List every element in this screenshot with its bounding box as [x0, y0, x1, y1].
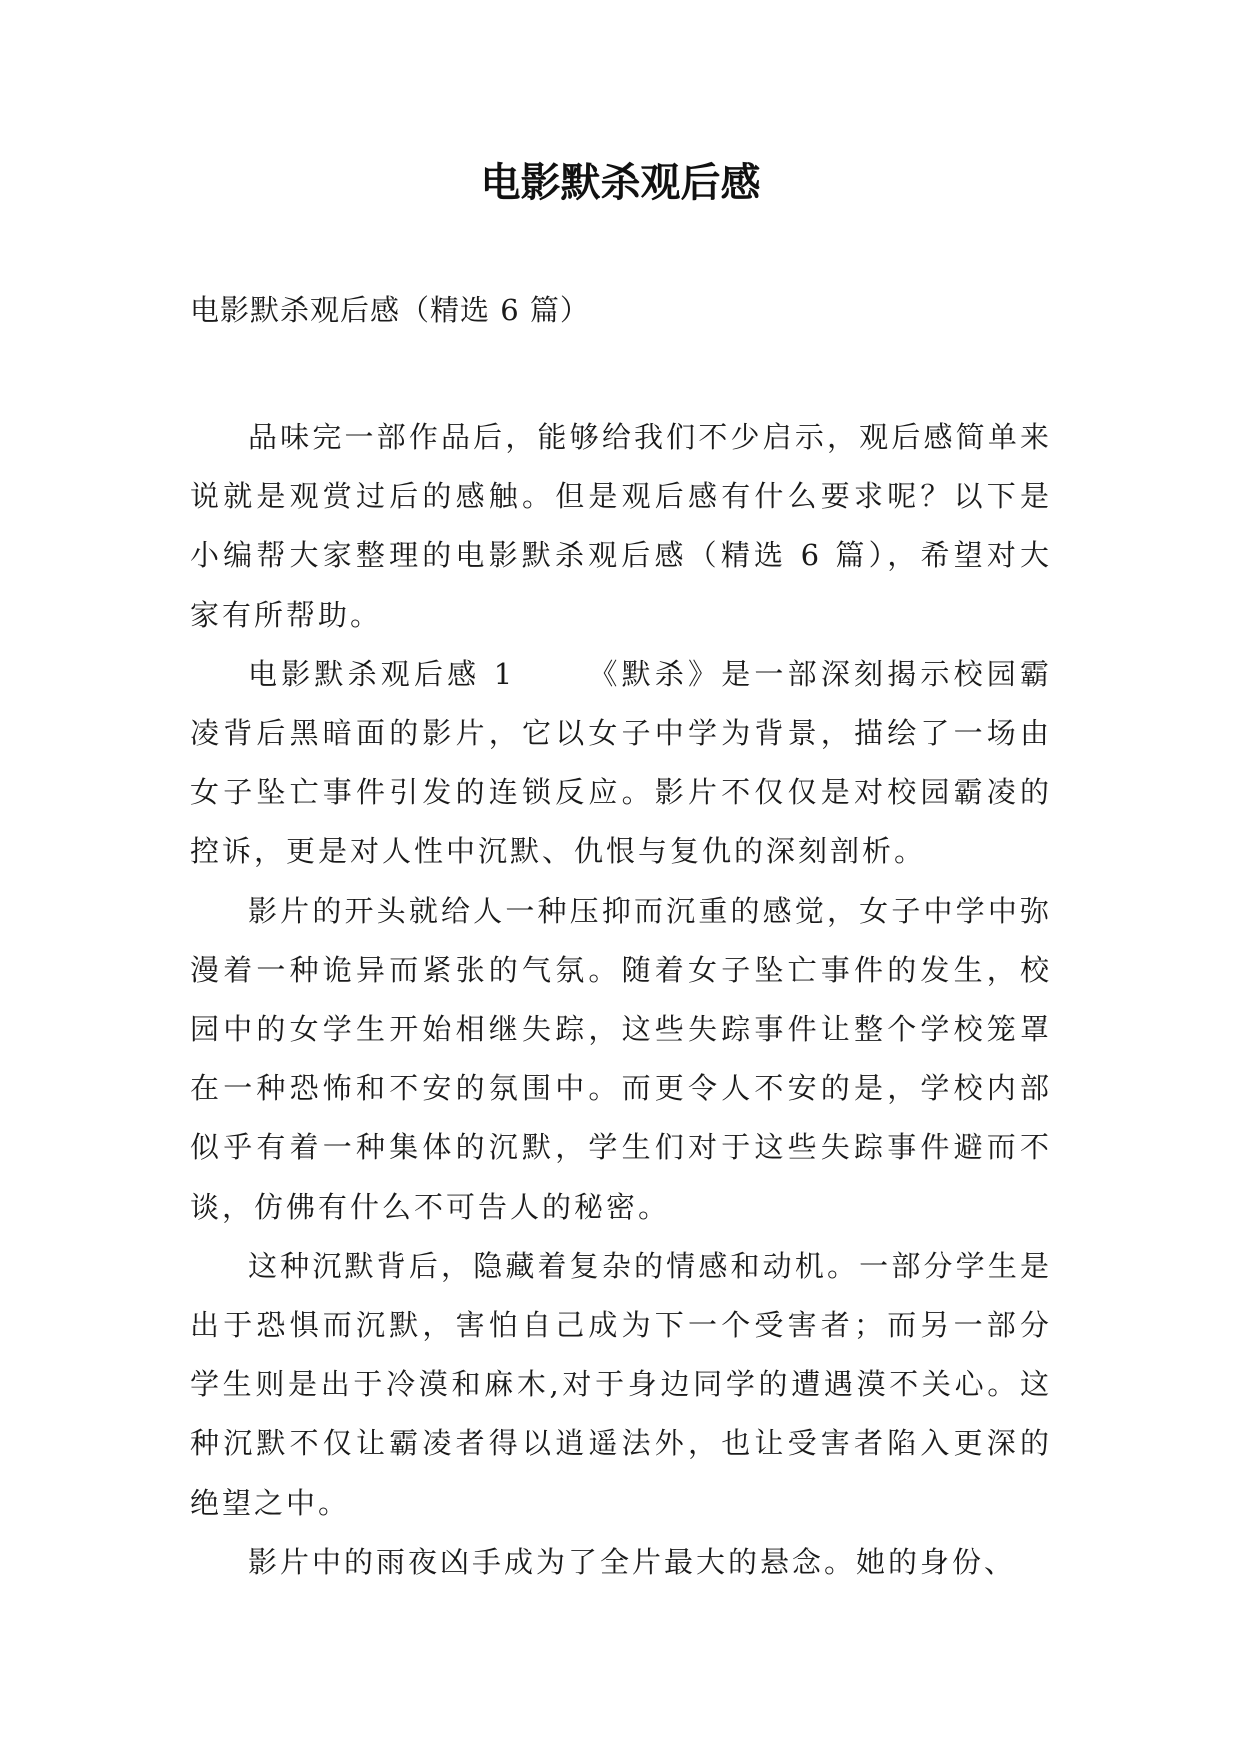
intro-paragraph: 品味完一部作品后，能够给我们不少启示，观后感简单来说就是观赏过后的感触。但是观后感有什么要求呢？以下是小编帮大家整理的电影默杀观后感（精选 6 篇），希望对大家有所帮助。: [190, 420, 1052, 632]
body-paragraph: 这种沉默背后，隐藏着复杂的情感和动机。一部分学生是出于恐惧而沉默，害怕自己成为下一个受害者；而另一部分学生则是出于冷漠和麻木,对于身边同学的遭遇漠不关心。这种沉默不仅让霸凌者得以逍遥法外，也让受害者陷入更深的绝望之中。: [190, 1248, 1052, 1520]
section-1-paragraph: [190, 645, 1052, 882]
document-body: [190, 408, 1052, 1592]
document-subtitle: 电影默杀观后感（精选 6 篇）: [190, 293, 590, 327]
section-1-text: 《默杀》是一部深刻揭示校园霸凌背后黑暗面的影片，它以女子中学为背景，描绘了一场由女子坠亡事件引发的连锁反应。影片不仅仅是对校园霸凌的控诉，更是对人性中沉默、仇恨与复仇的深刻剖析。: [190, 656, 1052, 869]
body-paragraph: 影片中的雨夜凶手成为了全片最大的悬念。她的身份、: [248, 1544, 1017, 1579]
body-paragraph: 影片的开头就给人一种压抑而沉重的感觉，女子中学中弥漫着一种诡异而紧张的气氛。随着女子坠亡事件的发生，校园中的女学生开始相继失踪，这些失踪事件让整个学校笼罩在一种恐怖和不安的氛围中。而更令人不安的是，学校内部似乎有着一种集体的沉默，学生们对于这些失踪事件避而不谈，仿佛有什么不可告人的秘密。: [190, 893, 1052, 1224]
section-1-heading: 电影默杀观后感 1: [248, 656, 516, 691]
document-title: 电影默杀观后感: [480, 160, 761, 206]
